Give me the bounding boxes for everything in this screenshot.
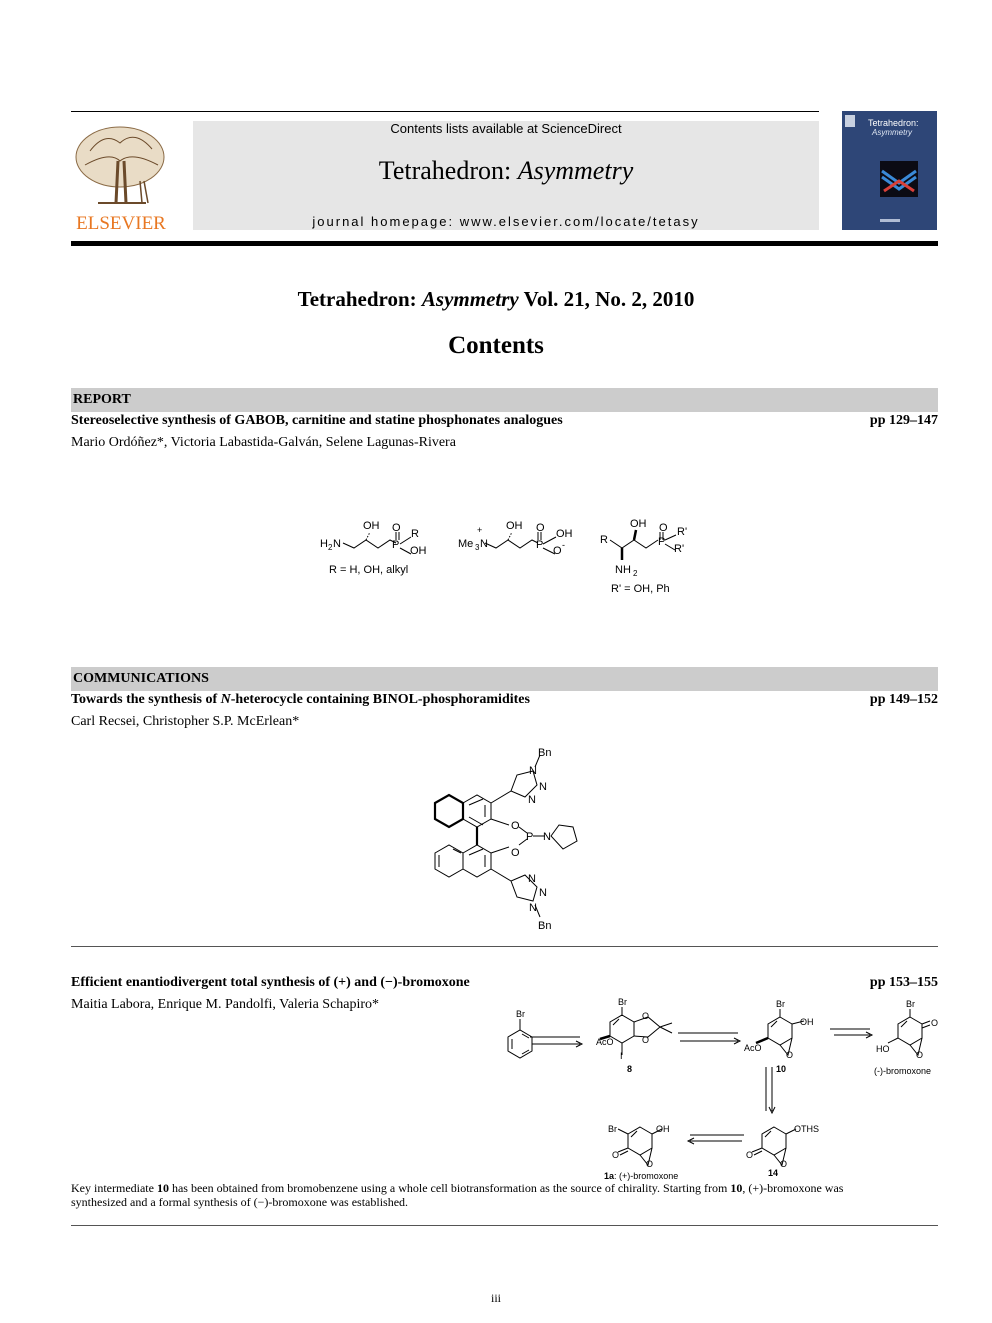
- section-header-report: [71, 388, 938, 412]
- svg-text:Bn: Bn: [538, 920, 552, 932]
- svg-text:OH: OH: [656, 1124, 670, 1134]
- minus-bromoxone-label: (-)-bromoxone: [874, 1066, 932, 1076]
- article-3-authors: Maitia Labora, Enrique M. Pandolfi, Valeria Schapiro*: [71, 997, 380, 1012]
- article-2-title-part-a: Towards the synthesis of: [71, 692, 221, 707]
- svg-text:N: N: [539, 887, 547, 899]
- svg-text:AcO: AcO: [744, 1043, 762, 1053]
- article-2-graphical-abstract: [425, 745, 595, 935]
- svg-text:OH: OH: [800, 1017, 814, 1027]
- page-number: iii: [490, 1291, 501, 1305]
- abstract-text-a: Key intermediate: [71, 1181, 157, 1195]
- journal-banner: [193, 121, 819, 230]
- article-3-title[interactable]: Efficient enantiodivergent total synthesis of (+) and (−)-bromoxone: [71, 975, 470, 990]
- journal-name-roman: Tetrahedron:: [378, 156, 518, 185]
- contents-heading: Contents: [448, 332, 544, 359]
- abstract-text-d: , (+)-bromoxone was synthesized and a formal synthesis of (−)-bromoxone was established.: [71, 1181, 844, 1209]
- svg-text:R': R': [677, 526, 688, 538]
- svg-text:OH: OH: [506, 520, 523, 532]
- svg-text:2: 2: [328, 543, 333, 552]
- svg-text:OH: OH: [556, 528, 573, 540]
- svg-text:+: +: [477, 525, 483, 535]
- svg-text:O: O: [659, 522, 668, 534]
- svg-text:-: -: [562, 540, 565, 550]
- svg-text:N: N: [333, 538, 341, 550]
- article-1-authors: Mario Ordóñez*, Victoria Labastida-Galván, Selene Lagunas-Rivera: [71, 435, 456, 450]
- svg-text:R: R: [600, 534, 608, 546]
- svg-text:N: N: [543, 831, 551, 843]
- article-3-graphical-abstract: [490, 995, 950, 1185]
- svg-text:I: I: [620, 1051, 623, 1061]
- svg-text:3: 3: [475, 543, 480, 552]
- svg-text:P: P: [658, 536, 666, 548]
- svg-text:Br: Br: [776, 999, 785, 1009]
- compound-8-label: 8: [627, 1064, 633, 1074]
- issue-title: [0, 287, 992, 312]
- svg-text:N: N: [529, 765, 537, 777]
- article-1-graphical-abstract: [310, 510, 710, 610]
- svg-text:N: N: [480, 538, 488, 550]
- svg-text:Br: Br: [618, 997, 627, 1007]
- svg-text:N: N: [529, 902, 537, 914]
- svg-text:O: O: [392, 522, 401, 534]
- svg-text:Bn: Bn: [538, 747, 552, 759]
- article-1-title[interactable]: Stereoselective synthesis of GABOB, carnitine and statine phosphonates analogues: [71, 413, 563, 428]
- journal-name-italic: Asymmetry: [517, 156, 634, 185]
- svg-text:N: N: [539, 781, 547, 793]
- svg-text:P: P: [526, 831, 534, 843]
- svg-text:R': R': [674, 543, 685, 555]
- svg-text:NH: NH: [615, 564, 631, 576]
- svg-text:O: O: [786, 1050, 794, 1060]
- article-divider: [71, 946, 938, 947]
- abstract-bold-10-a: 10: [156, 1181, 169, 1195]
- svg-text:P: P: [536, 539, 544, 551]
- svg-text:O: O: [916, 1050, 924, 1060]
- svg-text:Me: Me: [458, 538, 474, 550]
- svg-text:O: O: [536, 522, 545, 534]
- abstract-text-c: has been obtained from bromobenzene using a whole cell biotransformation as the source of chirality. Starting from: [168, 1181, 731, 1195]
- plus-bromoxone-label: : (+)-bromoxone: [614, 1171, 679, 1181]
- contents-available-text: Contents lists available at ScienceDirect: [390, 121, 622, 136]
- svg-text:R: R: [411, 528, 419, 540]
- journal-cover-image: [842, 111, 937, 230]
- svg-text:O: O: [642, 1035, 650, 1045]
- article-2-pages: pp 149–152: [869, 692, 938, 707]
- article-2-title-part-b: -heterocycle containing BINOL-phosphoramidites: [230, 692, 530, 707]
- section-label-communications: COMMUNICATIONS: [73, 671, 209, 686]
- svg-text:O: O: [746, 1150, 754, 1160]
- article-3-pages: pp 153–155: [869, 975, 938, 990]
- cover-subtitle: Asymmetry: [872, 128, 912, 137]
- elsevier-tree-icon: [70, 121, 172, 233]
- journal-name: [193, 156, 819, 186]
- compound-14-label: 14: [768, 1168, 779, 1178]
- issue-prefix: Tetrahedron:: [297, 287, 422, 311]
- svg-text:N: N: [528, 873, 536, 885]
- svg-text:P: P: [392, 539, 400, 551]
- issue-suffix: Vol. 21, No. 2, 2010: [518, 287, 695, 311]
- header-heavy-rule: [71, 241, 938, 246]
- svg-text:OH: OH: [410, 545, 427, 557]
- svg-text:Br: Br: [906, 999, 915, 1009]
- article-2-title[interactable]: [71, 692, 530, 708]
- compound-10-label: 10: [776, 1064, 787, 1074]
- svg-text:AcO: AcO: [596, 1037, 614, 1047]
- svg-text:OH: OH: [630, 518, 647, 530]
- svg-text:OH: OH: [363, 520, 380, 532]
- article-2-authors: Carl Recsei, Christopher S.P. McErlean*: [71, 714, 300, 729]
- svg-text:2: 2: [633, 569, 638, 578]
- cover-title: Tetrahedron:: [868, 118, 919, 128]
- svg-text:O: O: [646, 1159, 654, 1169]
- svg-text:O: O: [931, 1018, 939, 1028]
- svg-text:N: N: [528, 794, 536, 806]
- article-3-abstract: [71, 1181, 871, 1209]
- svg-text:O: O: [553, 545, 562, 557]
- svg-text:Br: Br: [516, 1009, 525, 1019]
- article-1-r-label: R = H, OH, alkyl: [329, 564, 409, 576]
- svg-text:HO: HO: [876, 1044, 890, 1054]
- section-label-report: REPORT: [73, 392, 131, 407]
- compound-1a-label: 1a: [604, 1171, 615, 1181]
- svg-text:OTHS: OTHS: [794, 1124, 820, 1134]
- svg-text:O: O: [642, 1011, 650, 1021]
- bottom-divider: [71, 1225, 938, 1226]
- article-2-title-italic: N: [220, 692, 231, 707]
- svg-text:O: O: [612, 1150, 620, 1160]
- section-header-communications: [71, 667, 938, 691]
- article-1-r-prime-label: R' = OH, Ph: [611, 583, 670, 595]
- svg-text:H: H: [320, 538, 328, 550]
- elsevier-logo: [70, 121, 172, 233]
- issue-italic: Asymmetry: [421, 287, 519, 311]
- svg-text:Br: Br: [608, 1124, 617, 1134]
- svg-text:O: O: [511, 820, 520, 832]
- svg-text:O: O: [780, 1159, 788, 1169]
- svg-text:1a: (+)-bromoxone: [604, 1171, 678, 1181]
- publisher-logo-text: ELSEVIER: [76, 213, 166, 233]
- article-1-pages: pp 129–147: [869, 413, 938, 428]
- header-top-rule: [71, 111, 819, 112]
- abstract-bold-10-b: 10: [730, 1181, 743, 1195]
- journal-homepage[interactable]: journal homepage: www.elsevier.com/locate/tetasy: [312, 214, 700, 229]
- svg-text:O: O: [511, 847, 520, 859]
